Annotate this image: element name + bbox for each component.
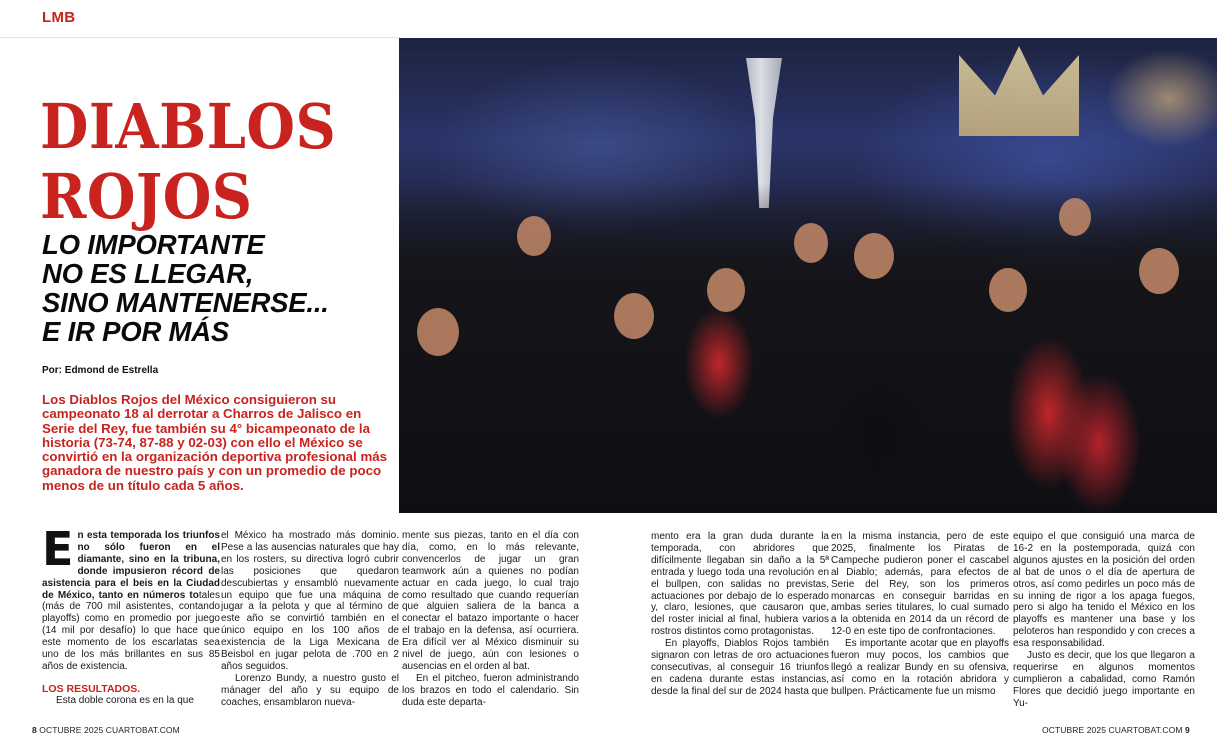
crown-logo-shape [959, 46, 1079, 136]
body-paragraph: en la misma instancia, pero de este 2025, finalmente los Piratas de Campeche pudieron poner el cascabel al Diablo; además, para efectos de Serie del Rey, son los primeros monarcas en conseguir barridas en ambas series titulares, lo cual sumado a la obtenida en 2014 da un récord de 12-0 en este tipo de confrontaciones. [831, 531, 1009, 638]
body-paragraph: Esta doble corona es en la que [56, 694, 194, 706]
section-header [0, 0, 400, 38]
byline: Por: Edmond de Estrella [42, 365, 159, 376]
body-column-1 [42, 522, 220, 707]
subtitle-line-2: NO ES LLEGAR, [42, 258, 254, 289]
body-paragraph: mente sus piezas, tanto en el día con día, como, en lo más relevante, convencerlos de jugar un gran teamwork aún a quienes no podían actuar en cada juego, lo cual trajo como resultado que cuando requerían que alguien saliera de la banca a conectar el batazo importante o hacer el trabajo en la defensa, así ocurriera. Era difícil ver al México disminuir su nivel de juego, aún con lesiones o ausencias en el orden al bat. [402, 530, 579, 672]
body-column-6 [1013, 531, 1195, 710]
article-subtitle [42, 230, 329, 346]
page-number-right: 9 [1185, 725, 1190, 735]
subhead-results: LOS RESULTADOS. [42, 682, 141, 695]
hero-photo [399, 38, 1217, 513]
body-column-5 [831, 531, 1009, 698]
drop-cap: E [42, 522, 74, 576]
title-line-2: ROJOS [40, 160, 253, 233]
body-paragraph: En playoffs, Diablos Rojos también signaron con letras de oro actuaciones consecutivas, al conseguir 16 triunfos en cadena durante estas instancias, desde la final del sur de 2024 hasta que [651, 638, 829, 697]
title-line-1: DIABLOS [40, 90, 337, 163]
section-label: LMB [42, 9, 76, 26]
body-paragraph: En el pitcheo, fueron administrando los brazos en todo el calendario. Sin duda este departa- [402, 672, 579, 708]
body-paragraph: mento era la gran duda durante la temporada, con abridores que difícilmente llegaban sin daño a la 5ª entrada y luego toda una revolución en el bullpen, con salidas no previstas, actuaciones por debajo de lo esperado y, claro, lesiones, que causaron que, del roster inicial al final, hubiera varios rostros distintos como protagonistas. [651, 531, 829, 638]
page-number-left: 8 [32, 725, 37, 735]
footer-right-text: OCTUBRE 2025 CUARTOBAT.COM [1042, 725, 1183, 735]
subtitle-line-3: SINO MANTENERSE... [42, 287, 329, 318]
article-title [40, 92, 336, 232]
body-column-4 [651, 531, 829, 698]
footer-left [32, 725, 180, 735]
body-paragraph: el México ha mostrado más dominio. Pese a las ausencias naturales que hay en los rosters, su directiva logró cubrir las posiciones que quedaron descubiertas y ensambló nuevamente un equipo que fue una máquina de jugar a la pelota y que al término de este año se convirtió también en el único equipo en los 100 años de existencia de la Liga Mexicana de Beisbol en jugar pelota de .700 en 2 años seguidos. [221, 530, 399, 672]
body-column-2 [221, 530, 399, 709]
lede-paragraph: Los Diablos Rojos del México consiguieron su campeonato 18 al derrotar a Charros de Jalisco en Serie del Rey, fue también su 4° bicampeonato de la historia (73-74, 87-88 y 02-03) con ello el México se convirtió en la organización deportiva profesional más ganadora de nuestro país y con un promedio de poco menos de un título cada 5 años. [42, 392, 388, 493]
body-paragraph: Justo es decir, que los que llegaron a requerirse en algunos momentos cumplieron a cabalidad, como Ramón Flores que decidió juego importante en Yu- [1013, 650, 1195, 709]
subtitle-line-1: LO IMPORTANTE [42, 229, 265, 260]
bold-lead-in: n esta temporada los triunfos no sólo fueron en el diamante, sino en la tribuna, donde impusieron récord de asistencia para el beis en la Ciudad de México, tanto en números to [42, 530, 220, 601]
paragraph-text: tales (más de 700 mil asistentes, contando playoffs) como en promedio por juego (14 mil por desafío) lo que hace que este momento de los escarlatas sea uno de los más brillantes en sus 85 años de existencia. [42, 589, 220, 672]
body-paragraph: Es importante acotar que en playoffs fueron muy pocos, los cambios que llegó a realizar Bundy en su ofensiva, así como en la rotación abridora y bullpen. Prácticamente fue un mismo [831, 638, 1009, 697]
footer-left-text: OCTUBRE 2025 CUARTOBAT.COM [39, 725, 180, 735]
body-paragraph: equipo el que consiguió una marca de 16-2 en la postemporada, quizá con algunos ajustes en la posición del orden al bat de unos o el día de apertura de otros, así como pedirles un poco más de su inning de rigor a los apaga fuegos, pero si algo ha tenido el México en los playoffs es mantener una base y los peloteros han respondido y con creces a esa responsabilidad. [1013, 531, 1195, 650]
body-paragraph [42, 522, 220, 673]
subtitle-line-4: E IR POR MÁS [42, 316, 230, 347]
footer-right [1042, 725, 1190, 735]
body-paragraph: Lorenzo Bundy, a nuestro gusto el mánager del año y su equipo de coaches, ensamblaron nueva- [221, 672, 399, 708]
body-column-3 [402, 530, 579, 709]
